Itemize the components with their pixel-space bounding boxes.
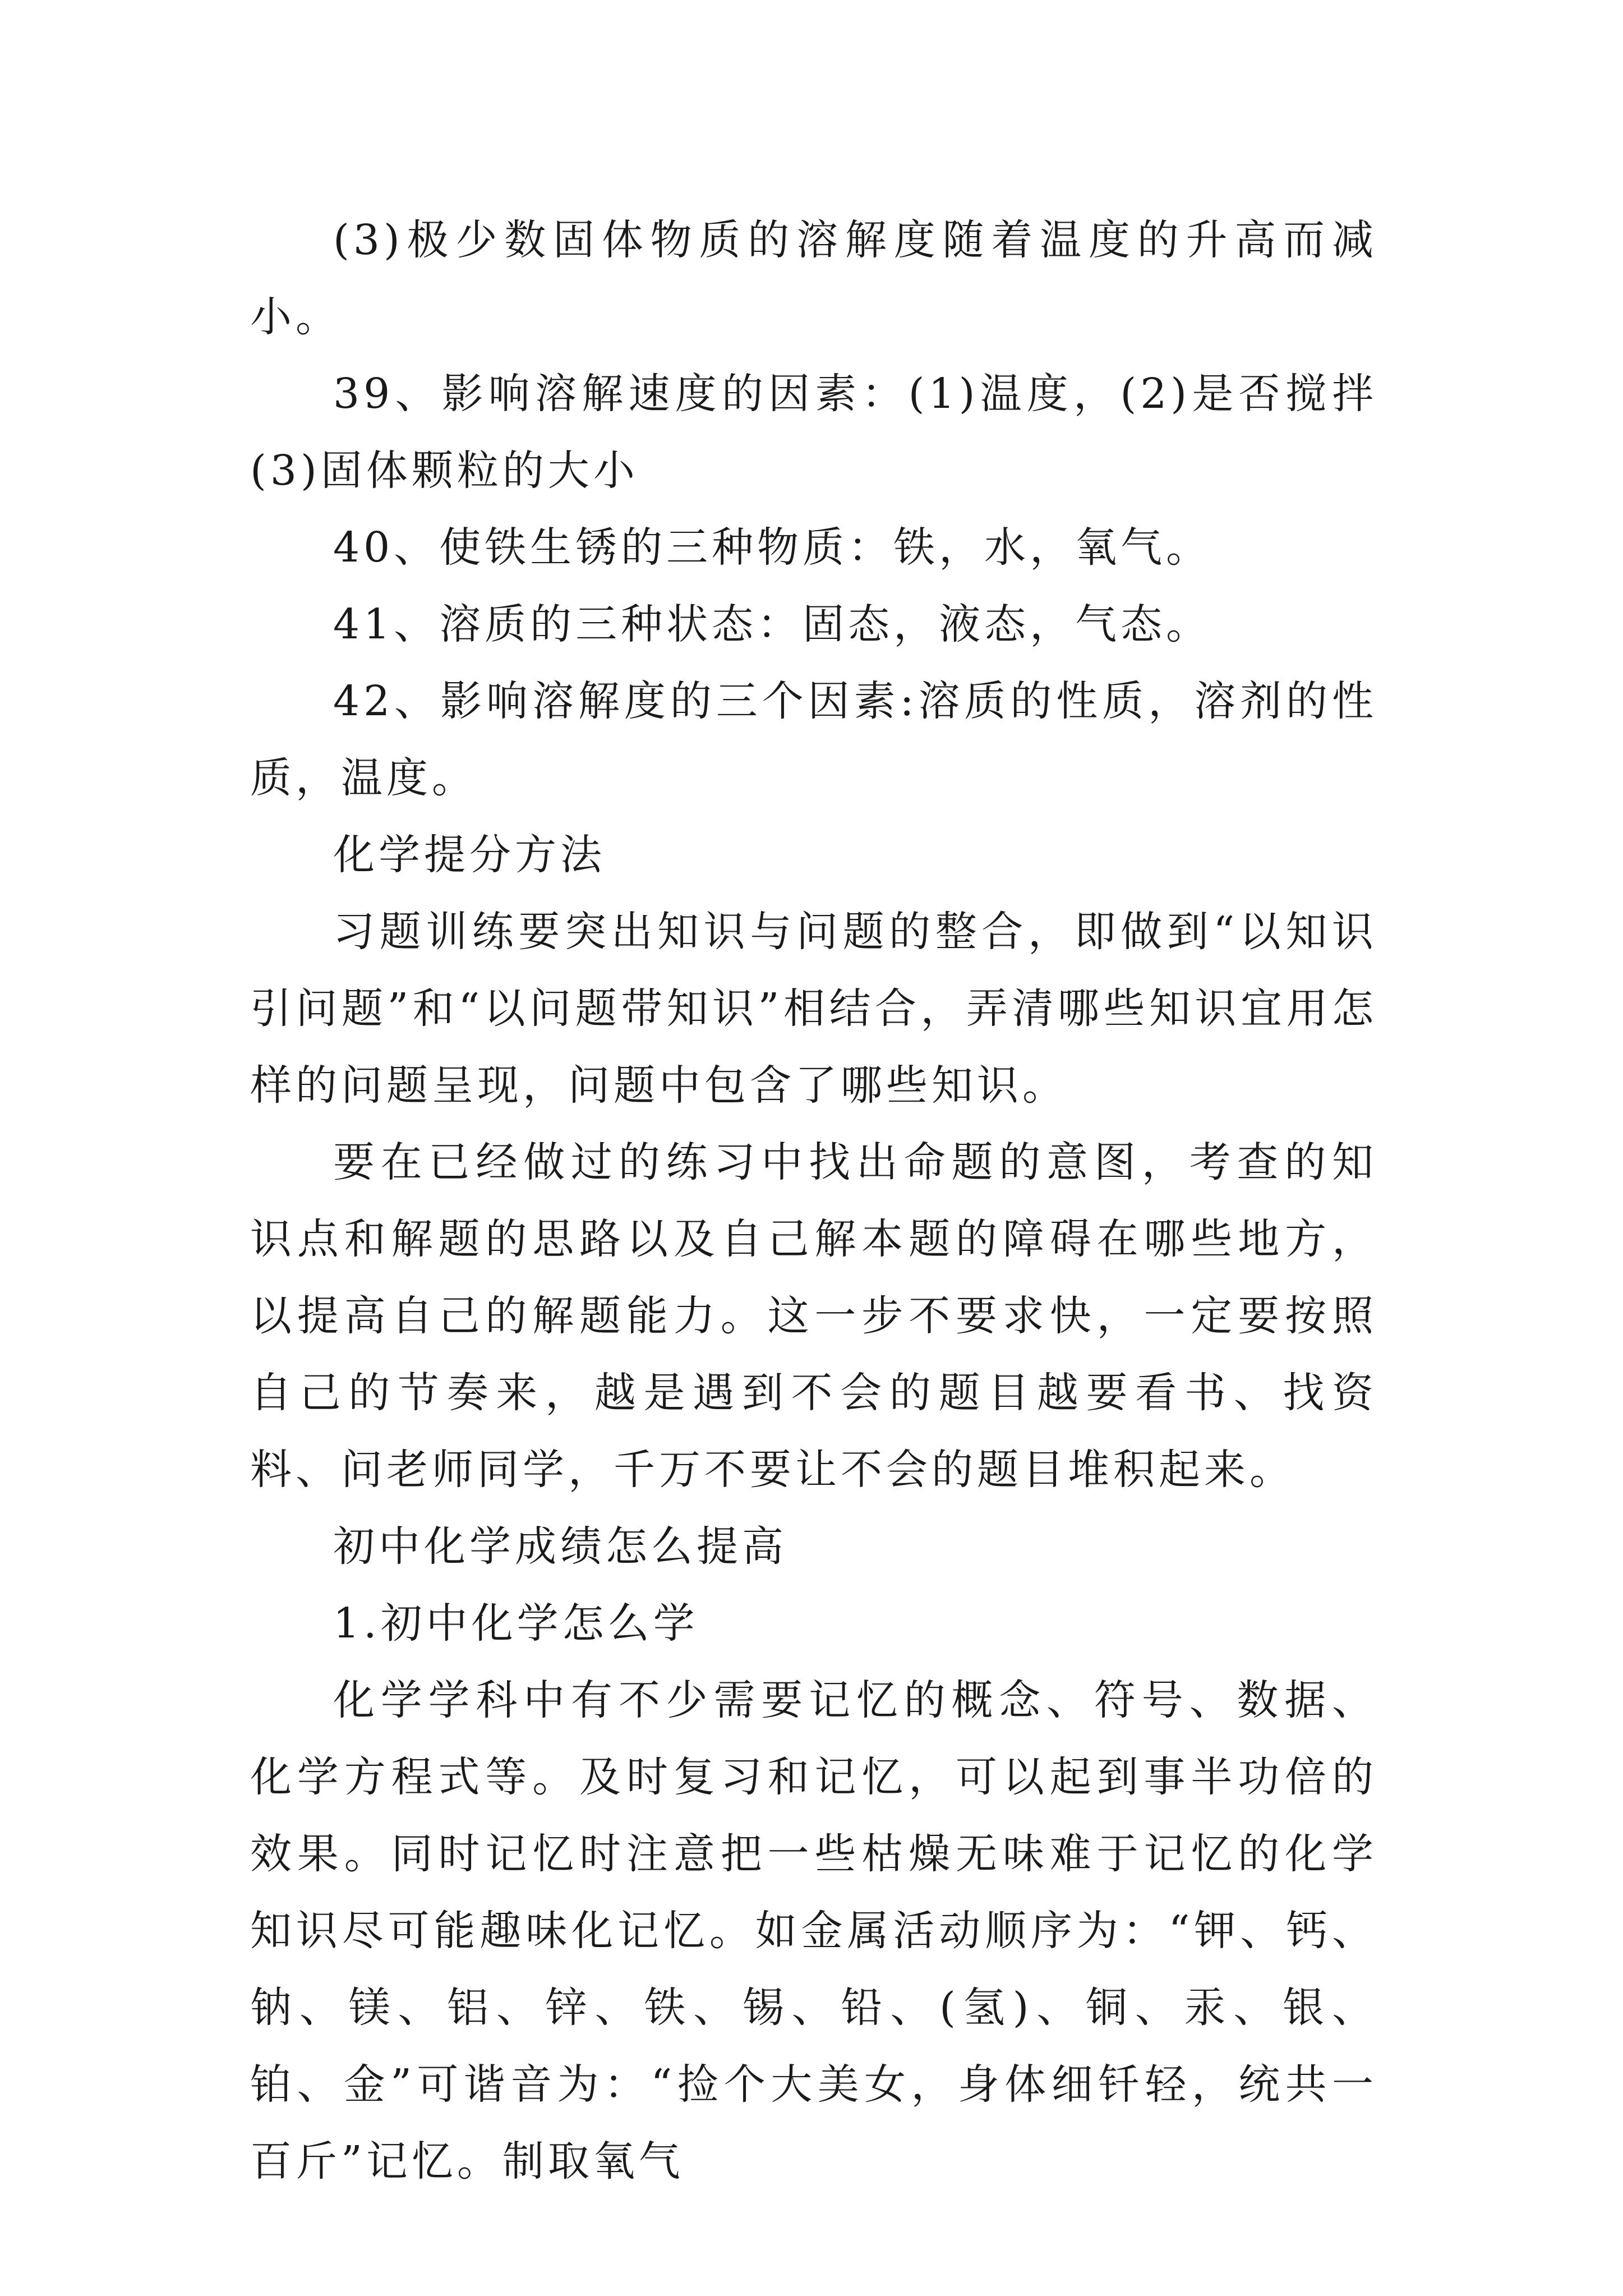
- subheading-how-to-learn: 1.初中化学怎么学: [333, 1599, 699, 1648]
- document-body: [250, 202, 1377, 2200]
- paragraph-item-41: 41、溶质的三种状态：固态，液态，气态。: [333, 600, 1212, 648]
- paragraph-item-42: 42、影响溶解度的三个因素:溶质的性质，溶剂的性质，温度。: [250, 677, 1377, 802]
- paragraph-item-40: 40、使铁生锈的三种物质：铁，水，氧气。: [333, 523, 1212, 572]
- paragraph-review-practice: 要在已经做过的练习中找出命题的意图，考查的知识点和解题的思路以及自己解本题的障碍在哪些地方，以提高自己的解题能力。这一步不要求快，一定要按照自己的节奏来，越是遇到不会的题目越要看书、找资料、问老师同学，千万不要让不会的题目堆积起来。: [250, 1138, 1377, 1494]
- paragraph-solubility-decrease: (3)极少数固体物质的溶解度随着温度的升高而减小。: [250, 216, 1377, 341]
- paragraph-item-39: 39、影响溶解速度的因素：(1)温度，(2)是否搅拌(3)固体颗粒的大小: [250, 370, 1377, 495]
- paragraph-memorization: 化学学科中有不少需要记忆的概念、符号、数据、化学方程式等。及时复习和记忆，可以起到事半功倍的效果。同时记忆时注意把一些枯燥无味难于记忆的化学知识尽可能趣味化记忆。如金属活动顺序为：“钾、钙、钠、镁、铝、锌、铁、锡、铅、(氢)、铜、汞、银、铂、金”可谐音为：“捡个大美女，身体细钎轻，统共一百斤”记忆。制取氧气: [250, 1676, 1377, 2185]
- section-heading-improve: 初中化学成绩怎么提高: [333, 1522, 787, 1571]
- paragraph-exercise-training: 习题训练要突出知识与问题的整合，即做到“以知识引问题”和“以问题带知识”相结合，弄清哪些知识宜用怎样的问题呈现，问题中包含了哪些知识。: [250, 908, 1377, 1110]
- section-heading-methods: 化学提分方法: [333, 831, 606, 879]
